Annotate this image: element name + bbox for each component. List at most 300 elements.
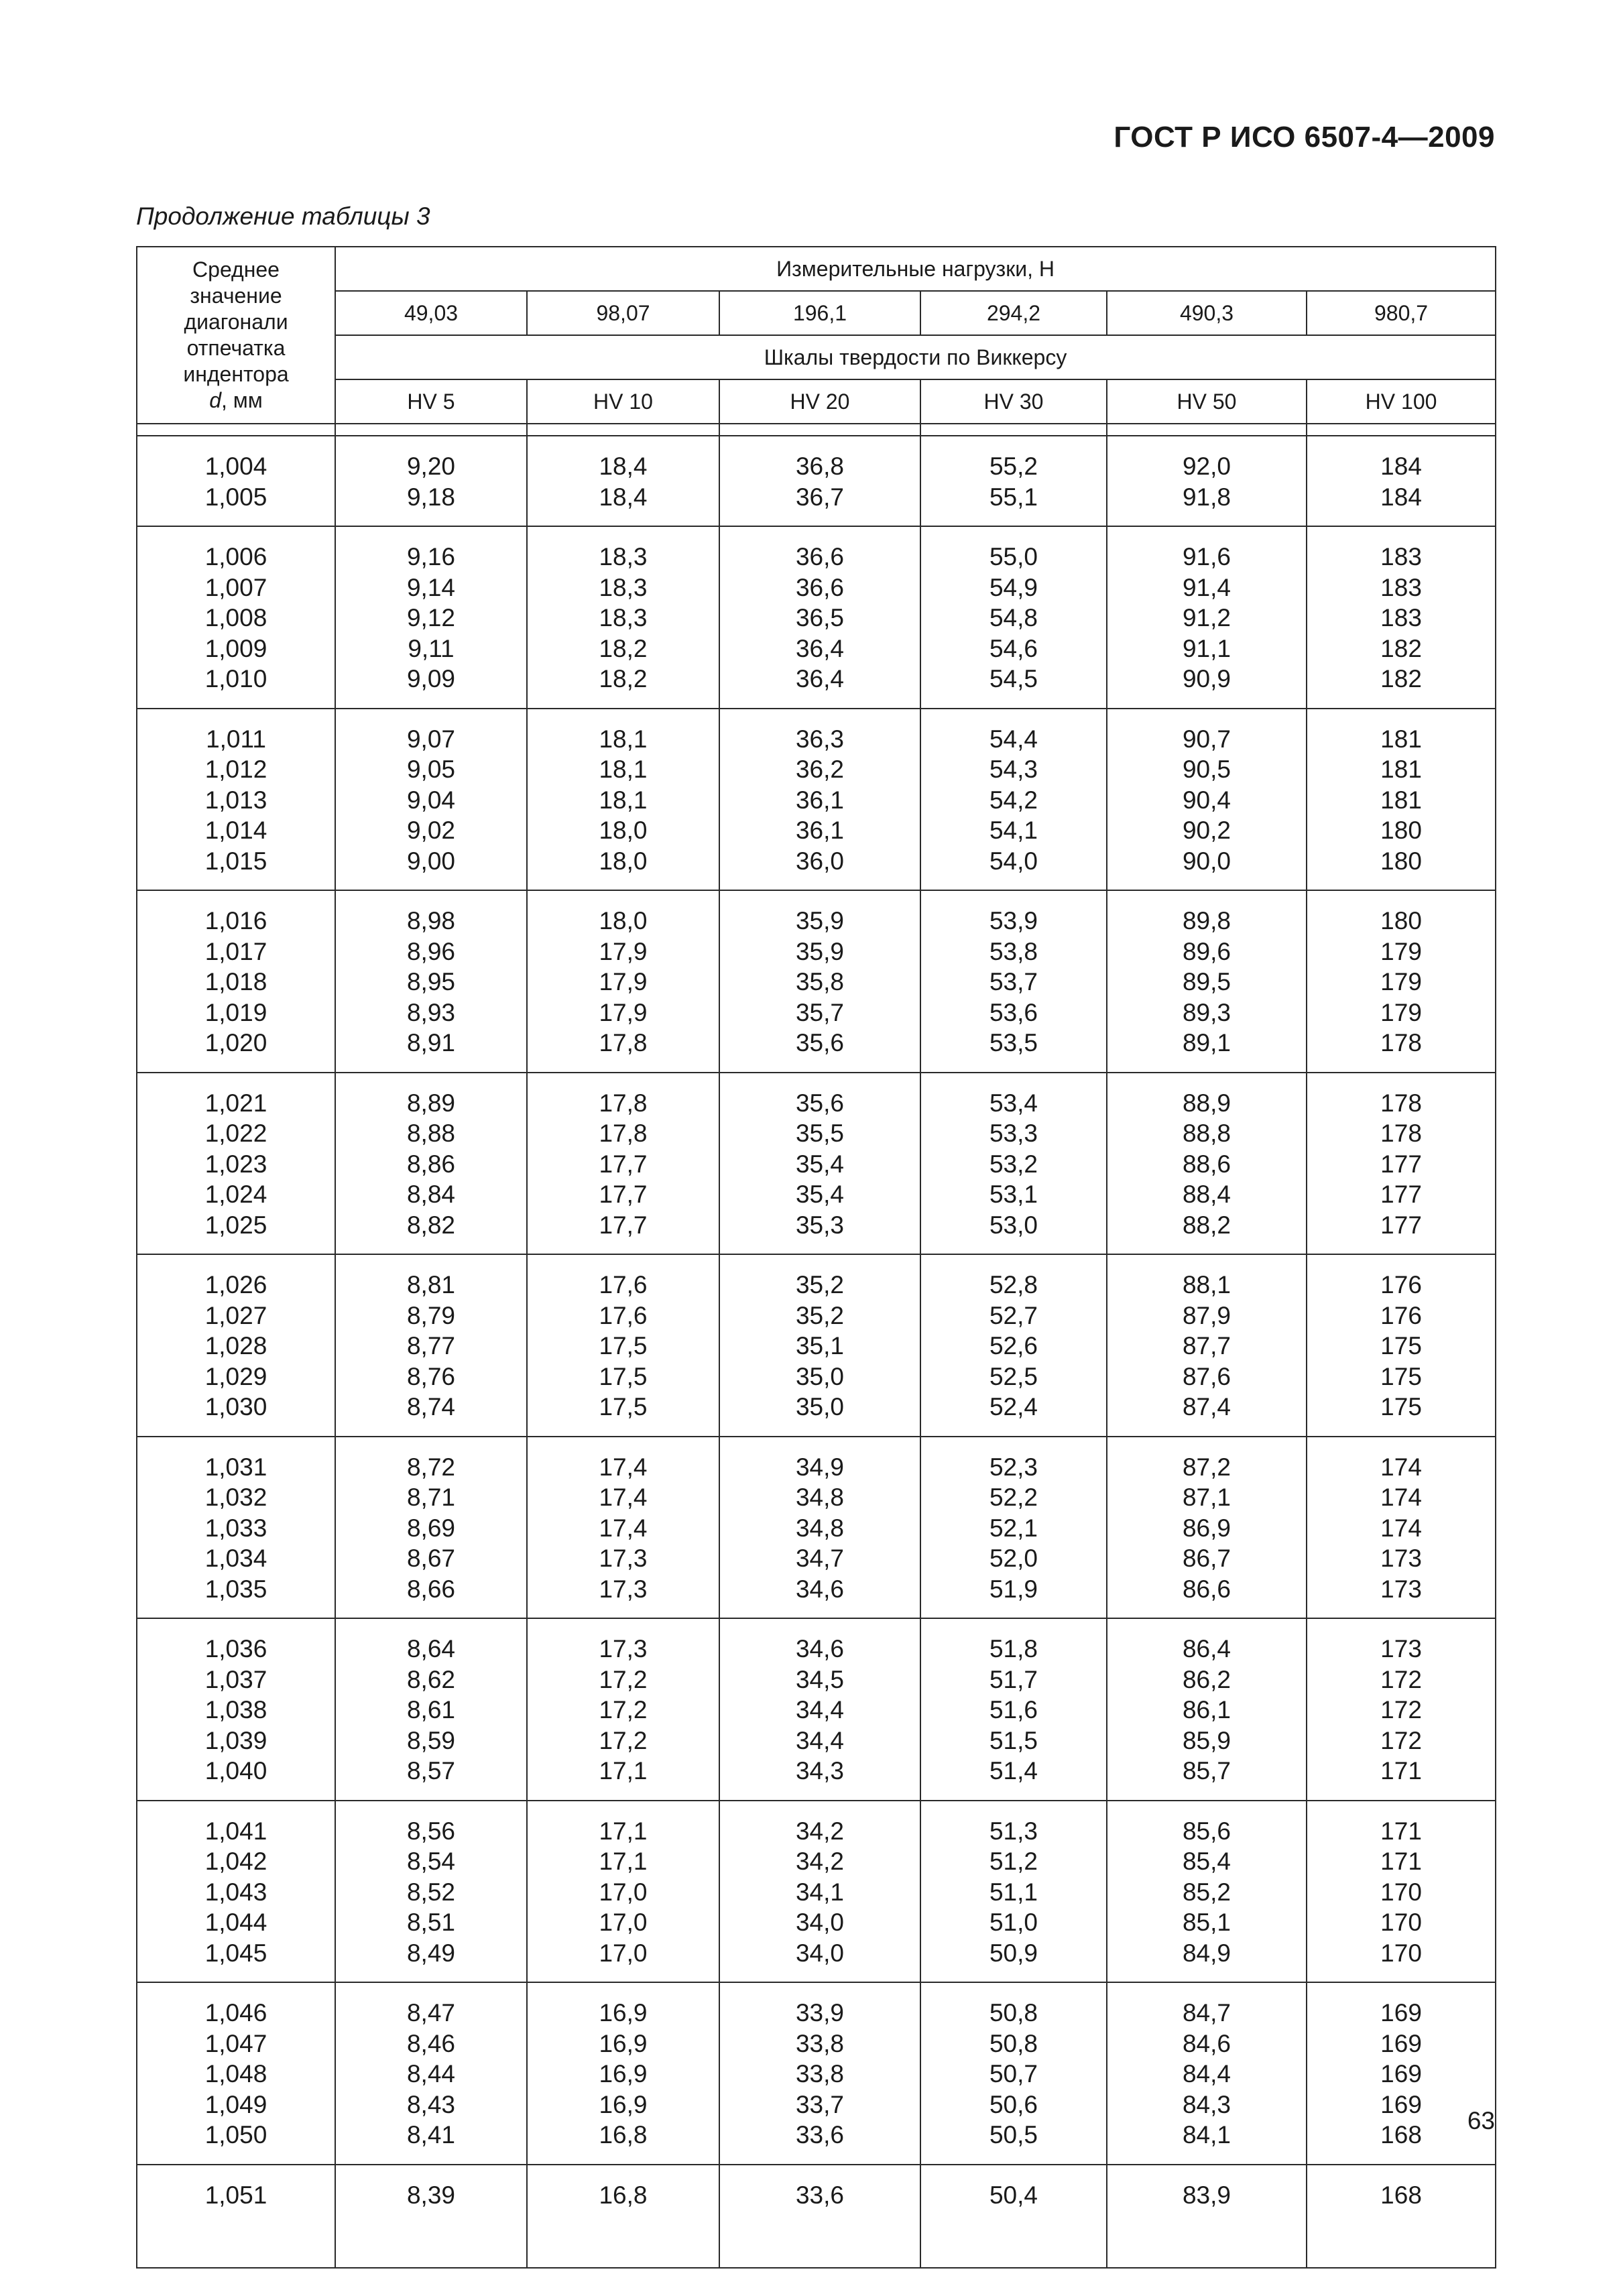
- table-value: 1,005: [204, 483, 267, 511]
- hardness-cell: [527, 436, 719, 526]
- hardness-cell: [335, 890, 527, 1073]
- table-value: 55,0: [989, 543, 1038, 570]
- table-value: 87,4: [1182, 1393, 1231, 1421]
- table-value: 17,0: [599, 1909, 648, 1936]
- hardness-cell: [527, 2165, 719, 2268]
- hardness-cell: [1307, 1254, 1496, 1437]
- table-value: 17,4: [599, 1453, 648, 1481]
- table-value: 8,67: [406, 1545, 455, 1572]
- table-value: 33,6: [795, 2181, 844, 2209]
- load-header: Измерительные нагрузки, Н: [335, 247, 1496, 291]
- table-value: 88,6: [1182, 1150, 1231, 1178]
- table-value: 8,84: [406, 1181, 455, 1208]
- table-value: 1,031: [204, 1453, 267, 1481]
- hardness-cell: [719, 1801, 920, 1983]
- table-value: 17,8: [599, 1029, 648, 1056]
- table-value: 1,030: [204, 1393, 267, 1421]
- table-value: 52,6: [989, 1332, 1038, 1360]
- table-value: 87,1: [1182, 1484, 1231, 1511]
- table-value: 85,4: [1182, 1848, 1231, 1875]
- table-value: 18,1: [599, 725, 648, 753]
- table-value: 8,51: [406, 1909, 455, 1936]
- hardness-cell: [719, 1073, 920, 1255]
- table-value: 84,6: [1182, 2029, 1231, 2057]
- table-value: 88,4: [1182, 1181, 1231, 1208]
- table-value: 51,5: [989, 1726, 1038, 1754]
- hardness-cell: [719, 1618, 920, 1801]
- table-value: 174: [1380, 1453, 1422, 1481]
- table-value: 168: [1380, 2121, 1422, 2149]
- table-value: 8,56: [406, 1817, 455, 1845]
- table-value: 34,2: [795, 1817, 844, 1845]
- table-value: 9,18: [406, 483, 455, 511]
- table-value: 1,026: [204, 1271, 267, 1298]
- table-value: 17,8: [599, 1089, 648, 1117]
- table-value: 86,4: [1182, 1635, 1231, 1663]
- table-value: 35,2: [795, 1301, 844, 1329]
- table-value: 53,6: [989, 998, 1038, 1026]
- table-value: 51,1: [989, 1878, 1038, 1906]
- table-value: 1,006: [204, 543, 267, 570]
- hardness-cell: [719, 1982, 920, 2165]
- table-value: 51,0: [989, 1909, 1038, 1936]
- table-value: 34,7: [795, 1545, 844, 1572]
- table-value: 8,52: [406, 1878, 455, 1906]
- table-value: 87,9: [1182, 1301, 1231, 1329]
- table-value: 34,4: [795, 1726, 844, 1754]
- hardness-cell: [920, 1437, 1107, 1619]
- table-value: 35,9: [795, 907, 844, 934]
- table-value: 178: [1380, 1089, 1422, 1117]
- table-value: 17,0: [599, 1878, 648, 1906]
- scale-cell: HV 10: [527, 379, 719, 424]
- diagonal-cell: [137, 2165, 335, 2268]
- table-value: 34,5: [795, 1665, 844, 1693]
- hardness-cell: [1107, 1618, 1307, 1801]
- table-value: 17,5: [599, 1362, 648, 1390]
- table-value: 179: [1380, 937, 1422, 965]
- hardness-cell: [920, 890, 1107, 1073]
- table-value: 87,2: [1182, 1453, 1231, 1481]
- table-value: 8,66: [406, 1575, 455, 1603]
- table-value: 8,69: [406, 1514, 455, 1542]
- table-value: 17,5: [599, 1393, 648, 1421]
- table-value: 176: [1380, 1301, 1422, 1329]
- table-value: 1,029: [204, 1362, 267, 1390]
- table-value: 36,7: [795, 483, 844, 511]
- hardness-cell: [920, 526, 1107, 709]
- hardness-cell: [527, 1801, 719, 1983]
- table-value: 8,91: [406, 1029, 455, 1056]
- table-value: 36,8: [795, 452, 844, 480]
- table-value: 36,0: [795, 847, 844, 875]
- hardness-cell: [920, 1801, 1107, 1983]
- scale-cell: HV 100: [1307, 379, 1496, 424]
- table-value: 17,0: [599, 1939, 648, 1967]
- table-value: 35,8: [795, 968, 844, 995]
- hardness-cell: [719, 526, 920, 709]
- table-value: 54,5: [989, 665, 1038, 692]
- table-value: 52,8: [989, 1271, 1038, 1298]
- table-value: 52,7: [989, 1301, 1038, 1329]
- hardness-cell: [1107, 1801, 1307, 1983]
- table-value: 18,1: [599, 756, 648, 783]
- table-value: 170: [1380, 1909, 1422, 1936]
- table-value: 182: [1380, 634, 1422, 662]
- table-value: 34,4: [795, 1696, 844, 1724]
- table-value: 53,4: [989, 1089, 1038, 1117]
- table-value: 178: [1380, 1120, 1422, 1147]
- table-value: 169: [1380, 2060, 1422, 2088]
- table-value: 8,77: [406, 1332, 455, 1360]
- table-value: 16,9: [599, 1999, 648, 2027]
- table-value: 18,0: [599, 907, 648, 934]
- table-value: 17,7: [599, 1181, 648, 1208]
- hardness-cell: [1307, 526, 1496, 709]
- table-value: 85,7: [1182, 1757, 1231, 1785]
- table-value: 1,039: [204, 1726, 267, 1754]
- hardness-cell: [335, 1437, 527, 1619]
- table-value: 52,1: [989, 1514, 1038, 1542]
- table-value: 17,6: [599, 1301, 648, 1329]
- table-value: 181: [1380, 756, 1422, 783]
- table-value: 36,5: [795, 604, 844, 631]
- table-value: 35,5: [795, 1120, 844, 1147]
- table-value: 33,9: [795, 1999, 844, 2027]
- table-value: 1,017: [204, 937, 267, 965]
- diagonal-cell: [137, 1437, 335, 1619]
- table-value: 90,2: [1182, 817, 1231, 844]
- table-value: 85,2: [1182, 1878, 1231, 1906]
- hardness-cell: [1107, 709, 1307, 891]
- table-caption: Продолжение таблицы 3: [136, 202, 430, 230]
- hardness-cell: [527, 1618, 719, 1801]
- table-value: 1,024: [204, 1181, 267, 1208]
- table-value: 50,6: [989, 2090, 1038, 2118]
- table-value: 54,4: [989, 725, 1038, 753]
- table-value: 172: [1380, 1726, 1422, 1754]
- table-value: 34,0: [795, 1909, 844, 1936]
- table-value: 8,54: [406, 1848, 455, 1875]
- scale-cell: HV 30: [920, 379, 1107, 424]
- load-value-cell: 490,3: [1107, 291, 1307, 335]
- table-value: 34,6: [795, 1575, 844, 1603]
- table-value: 17,9: [599, 968, 648, 995]
- table-value: 86,7: [1182, 1545, 1231, 1572]
- hardness-cell: [335, 709, 527, 891]
- table-value: 1,050: [204, 2121, 267, 2149]
- table-value: 179: [1380, 968, 1422, 995]
- hardness-cell: [1307, 709, 1496, 891]
- diagonal-cell: [137, 1073, 335, 1255]
- table-value: 184: [1380, 452, 1422, 480]
- table-value: 17,8: [599, 1120, 648, 1147]
- table-value: 170: [1380, 1878, 1422, 1906]
- table-value: 8,44: [406, 2060, 455, 2088]
- table-value: 17,2: [599, 1696, 648, 1724]
- hardness-cell: [527, 1437, 719, 1619]
- table-value: 184: [1380, 483, 1422, 511]
- table-value: 36,1: [795, 817, 844, 844]
- table-value: 85,6: [1182, 1817, 1231, 1845]
- table-row-group: [137, 709, 1496, 891]
- table-value: 52,2: [989, 1484, 1038, 1511]
- table-value: 16,9: [599, 2029, 648, 2057]
- table-value: 180: [1380, 907, 1422, 934]
- table-value: 8,46: [406, 2029, 455, 2057]
- table-value: 1,033: [204, 1514, 267, 1542]
- table-value: 88,2: [1182, 1211, 1231, 1239]
- table-value: 83,9: [1182, 2181, 1231, 2209]
- table-value: 9,16: [406, 543, 455, 570]
- table-value: 1,011: [206, 725, 266, 753]
- table-value: 1,025: [204, 1211, 267, 1239]
- table-value: 8,81: [406, 1271, 455, 1298]
- table-value: 36,6: [795, 543, 844, 570]
- table-value: 34,0: [795, 1939, 844, 1967]
- table-value: 50,7: [989, 2060, 1038, 2088]
- table-row-group: [137, 1801, 1496, 1983]
- diagonal-column-header: Среднее значение диагонали отпечатка индентора d, мм: [137, 247, 335, 424]
- table-value: 1,032: [204, 1484, 267, 1511]
- table-value: 176: [1380, 1271, 1422, 1298]
- table-row-group: [137, 2165, 1496, 2268]
- hardness-cell: [1307, 1437, 1496, 1619]
- table-value: 8,93: [406, 998, 455, 1026]
- table-value: 1,022: [204, 1120, 267, 1147]
- hardness-cell: [527, 1073, 719, 1255]
- hardness-cell: [1107, 890, 1307, 1073]
- hardness-cell: [335, 1073, 527, 1255]
- table-value: 8,59: [406, 1726, 455, 1754]
- table-value: 1,048: [204, 2060, 267, 2088]
- table-value: 18,2: [599, 665, 648, 692]
- table-value: 84,1: [1182, 2121, 1231, 2149]
- scale-cell: HV 20: [719, 379, 920, 424]
- table-value: 1,015: [204, 847, 267, 875]
- table-value: 8,62: [406, 1665, 455, 1693]
- table-value: 1,007: [204, 573, 267, 601]
- table-value: 8,47: [406, 1999, 455, 2027]
- table-value: 1,016: [204, 907, 267, 934]
- table-value: 17,3: [599, 1575, 648, 1603]
- table-value: 1,021: [204, 1089, 267, 1117]
- table-value: 174: [1380, 1514, 1422, 1542]
- table-value: 51,4: [989, 1757, 1038, 1785]
- hardness-cell: [920, 1254, 1107, 1437]
- table-value: 17,3: [599, 1635, 648, 1663]
- hardness-cell: [920, 1618, 1107, 1801]
- table-value: 33,7: [795, 2090, 844, 2118]
- table-value: 89,5: [1182, 968, 1231, 995]
- diagonal-cell: [137, 1982, 335, 2165]
- table-value: 53,9: [989, 907, 1038, 934]
- table-value: 180: [1380, 817, 1422, 844]
- table-value: 18,1: [599, 786, 648, 814]
- table-value: 8,79: [406, 1301, 455, 1329]
- table-value: 35,4: [795, 1150, 844, 1178]
- table-value: 86,1: [1182, 1696, 1231, 1724]
- diagonal-cell: [137, 436, 335, 526]
- table-value: 52,4: [989, 1393, 1038, 1421]
- table-value: 1,051: [204, 2181, 267, 2209]
- table-value: 181: [1380, 725, 1422, 753]
- table-value: 85,1: [1182, 1909, 1231, 1936]
- table-value: 36,1: [795, 786, 844, 814]
- hardness-cell: [1307, 2165, 1496, 2268]
- table-value: 35,1: [795, 1332, 844, 1360]
- hardness-cell: [1107, 436, 1307, 526]
- table-value: 17,4: [599, 1484, 648, 1511]
- table-value: 17,7: [599, 1150, 648, 1178]
- table-value: 36,6: [795, 573, 844, 601]
- table-value: 85,9: [1182, 1726, 1231, 1754]
- table-value: 91,1: [1182, 634, 1231, 662]
- hardness-cell: [335, 1618, 527, 1801]
- hardness-cell: [335, 1982, 527, 2165]
- table-value: 52,3: [989, 1453, 1038, 1481]
- hardness-cell: [719, 2165, 920, 2268]
- table-value: 183: [1380, 543, 1422, 570]
- table-value: 50,8: [989, 2029, 1038, 2057]
- diagonal-cell: [137, 890, 335, 1073]
- table-value: 33,8: [795, 2029, 844, 2057]
- table-value: 17,5: [599, 1332, 648, 1360]
- table-value: 51,3: [989, 1817, 1038, 1845]
- table-value: 84,4: [1182, 2060, 1231, 2088]
- table-value: 51,7: [989, 1665, 1038, 1693]
- table-value: 1,040: [204, 1757, 267, 1785]
- table-value: 8,86: [406, 1150, 455, 1178]
- hardness-cell: [920, 709, 1107, 891]
- table-value: 1,009: [204, 634, 267, 662]
- hardness-cell: [719, 709, 920, 891]
- table-value: 91,2: [1182, 604, 1231, 631]
- table-value: 91,4: [1182, 573, 1231, 601]
- table-value: 171: [1380, 1848, 1422, 1875]
- table-value: 8,57: [406, 1757, 455, 1785]
- table-value: 51,9: [989, 1575, 1038, 1603]
- table-value: 174: [1380, 1484, 1422, 1511]
- table-value: 182: [1380, 665, 1422, 692]
- scale-header: Шкалы твердости по Виккерсу: [335, 335, 1496, 379]
- table-value: 8,43: [406, 2090, 455, 2118]
- table-value: 18,4: [599, 452, 648, 480]
- table-value: 54,3: [989, 756, 1038, 783]
- table-value: 55,2: [989, 452, 1038, 480]
- table-value: 17,2: [599, 1665, 648, 1693]
- table-value: 17,1: [599, 1817, 648, 1845]
- load-value-cell: 98,07: [527, 291, 719, 335]
- table-value: 52,0: [989, 1545, 1038, 1572]
- table-value: 34,9: [795, 1453, 844, 1481]
- table-value: 51,8: [989, 1635, 1038, 1663]
- hardness-cell: [1107, 1437, 1307, 1619]
- table-row-group: [137, 526, 1496, 709]
- diagonal-cell: [137, 709, 335, 891]
- table-value: 1,044: [204, 1909, 267, 1936]
- table-value: 1,041: [204, 1817, 267, 1845]
- table-value: 50,8: [989, 1999, 1038, 2027]
- table-value: 1,045: [204, 1939, 267, 1967]
- table-value: 50,9: [989, 1939, 1038, 1967]
- table-value: 33,6: [795, 2121, 844, 2149]
- table-row-group: [137, 890, 1496, 1073]
- table-value: 53,0: [989, 1211, 1038, 1239]
- table-value: 53,1: [989, 1181, 1038, 1208]
- table-value: 1,037: [204, 1665, 267, 1693]
- table-value: 172: [1380, 1665, 1422, 1693]
- scale-cell: HV 50: [1107, 379, 1307, 424]
- table-value: 16,9: [599, 2090, 648, 2118]
- table-value: 9,02: [406, 817, 455, 844]
- table-value: 54,6: [989, 634, 1038, 662]
- hardness-cell: [1107, 1254, 1307, 1437]
- table-value: 1,020: [204, 1029, 267, 1056]
- table-value: 54,2: [989, 786, 1038, 814]
- table-value: 50,5: [989, 2121, 1038, 2149]
- hardness-cell: [1107, 1982, 1307, 2165]
- table-value: 183: [1380, 604, 1422, 631]
- table-value: 17,9: [599, 998, 648, 1026]
- table-value: 168: [1380, 2181, 1422, 2209]
- table-value: 86,6: [1182, 1575, 1231, 1603]
- table-value: 8,61: [406, 1696, 455, 1724]
- table-value: 1,014: [204, 817, 267, 844]
- table-value: 88,1: [1182, 1271, 1231, 1298]
- table-value: 34,8: [795, 1484, 844, 1511]
- table-value: 87,7: [1182, 1332, 1231, 1360]
- table-value: 9,09: [406, 665, 455, 692]
- hardness-table: [136, 246, 1496, 2269]
- table-value: 18,4: [599, 483, 648, 511]
- table-row-group: [137, 1618, 1496, 1801]
- table-value: 33,8: [795, 2060, 844, 2088]
- table-value: 34,1: [795, 1878, 844, 1906]
- table-value: 34,3: [795, 1757, 844, 1785]
- table-value: 171: [1380, 1817, 1422, 1845]
- table-value: 34,6: [795, 1635, 844, 1663]
- table-value: 18,2: [599, 634, 648, 662]
- table-value: 170: [1380, 1939, 1422, 1967]
- table-value: 52,5: [989, 1362, 1038, 1390]
- table-value: 9,04: [406, 786, 455, 814]
- table-value: 1,035: [204, 1575, 267, 1603]
- table-value: 17,7: [599, 1211, 648, 1239]
- table-value: 36,2: [795, 756, 844, 783]
- load-value-cell: 49,03: [335, 291, 527, 335]
- table-value: 8,89: [406, 1089, 455, 1117]
- table-value: 175: [1380, 1332, 1422, 1360]
- table-value: 1,023: [204, 1150, 267, 1178]
- table-row-group: [137, 436, 1496, 526]
- table-value: 1,046: [204, 1999, 267, 2027]
- table-value: 172: [1380, 1696, 1422, 1724]
- table-value: 34,8: [795, 1514, 844, 1542]
- hardness-cell: [335, 526, 527, 709]
- table-value: 8,49: [406, 1939, 455, 1967]
- table-value: 9,11: [408, 634, 455, 662]
- table-value: 35,6: [795, 1089, 844, 1117]
- table-value: 86,9: [1182, 1514, 1231, 1542]
- table-value: 8,72: [406, 1453, 455, 1481]
- table-value: 1,043: [204, 1878, 267, 1906]
- table-value: 35,2: [795, 1271, 844, 1298]
- hardness-cell: [335, 1801, 527, 1983]
- table-value: 9,05: [406, 756, 455, 783]
- table-value: 1,049: [204, 2090, 267, 2118]
- hardness-cell: [527, 1982, 719, 2165]
